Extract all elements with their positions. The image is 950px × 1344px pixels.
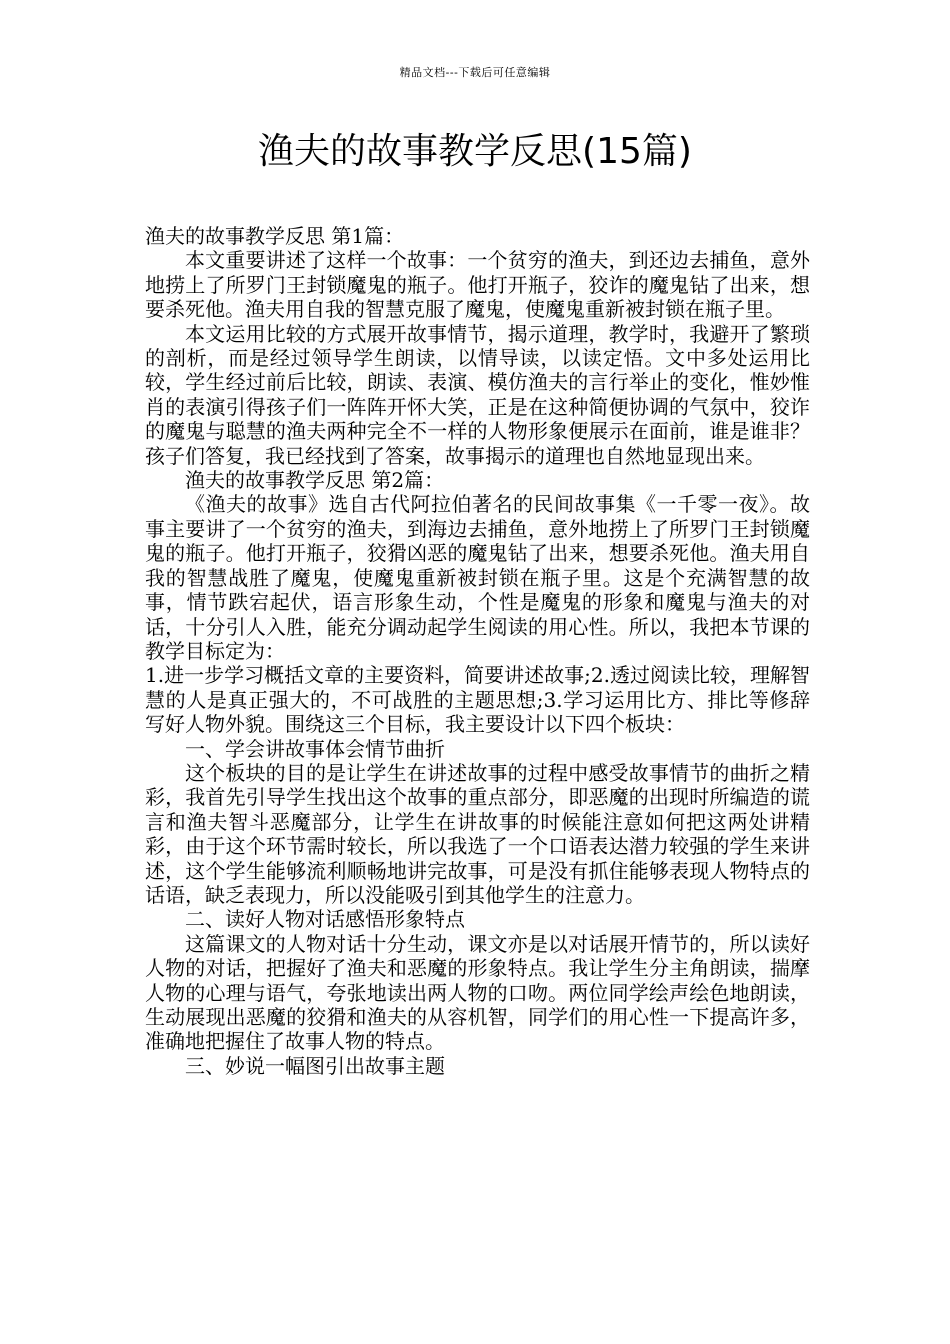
paragraph: 这篇课文的人物对话十分生动，课文亦是以对话展开情节的，所以读好人物的对话，把握好了渔夫和恶魔的形象特点。我让学生分主角朗读，揣摩人物的心理与语气，夸张地读出两人物的口吻。两位同学绘声绘色地朗读，生动展现出恶魔的狡猾和渔夫的从容机智，同学们的用心性一下提高许多，准确地把握住了故事人物的特点。 [145,931,810,1054]
paragraph: 1.进一步学习概括文章的主要资料，简要讲述故事;2.透过阅读比较，理解智慧的人是真正强大的，不可战胜的主题思想;3.学习运用比方、排比等修辞写好人物外貌。围绕这三个目标，我主要设计以下四个板块： [145,663,810,737]
document-body [145,224,810,1078]
page-header: 精品文档---下载后可任意编辑 [399,66,551,79]
document-title: 渔夫的故事教学反思(15篇) [258,131,692,172]
paragraph: 本文重要讲述了这样一个故事：一个贫穷的渔夫，到还边去捕鱼，意外地捞上了所罗门王封锁魔鬼的瓶子。他打开瓶子，狡诈的魔鬼钻了出来，想要杀死他。渔夫用自我的智慧克服了魔鬼，使魔鬼重新被封锁在瓶子里。 [145,248,810,322]
section-heading: 渔夫的故事教学反思 第2篇： [185,468,445,493]
paragraph: 渔夫的故事教学反思 第1篇： [145,224,405,248]
paragraph: 《渔夫的故事》选自古代阿拉伯著名的民间故事集《一千零一夜》。故事主要讲了一个贫穷的渔夫，到海边去捕鱼，意外地捞上了所罗门王封锁魔鬼的瓶子。他打开瓶子，狡猾凶恶的魔鬼钻了出来，想要杀死他。渔夫用自我的智慧战胜了魔鬼，使魔鬼重新被封锁在瓶子里。这是个充满智慧的故事，情节跌宕起伏，语言形象生动，个性是魔鬼的形象和魔鬼与渔夫的对话，十分引人入胜，能充分调动起学生阅读的用心性。所以，我把本节课的教学目标定为： [145,492,810,663]
section-heading: 一、学会讲故事体会情节曲折 [185,736,445,761]
paragraph: 本文运用比较的方式展开故事情节，揭示道理，教学时，我避开了繁琐的剖析，而是经过领导学生朗读，以情导读，以读定悟。文中多处运用比较，学生经过前后比较，朗读、表演、模仿渔夫的言行举止的变化，惟妙惟肖的表演引得孩子们一阵阵开怀大笑，正是在这种简便协调的气氛中，狡诈的魔鬼与聪慧的渔夫两种完全不一样的人物形象便展示在面前，谁是谁非？孩子们答复，我已经找到了答案，故事揭示的道理也自然地显现出来。 [145,321,810,468]
section-heading: 二、读好人物对话感悟形象特点 [185,907,465,932]
section-heading: 三、妙说一幅图引出故事主题 [185,1053,445,1078]
paragraph: 这个板块的目的是让学生在讲述故事的过程中感受故事情节的曲折之精彩，我首先引导学生找出这个故事的重点部分，即恶魔的出现时所编造的谎言和渔夫智斗恶魔部分，让学生在讲故事的时候能注意如何把这两处讲精彩，由于这个环节需时较长，所以我选了一个口语表达潜力较强的学生来讲述，这个学生能够流利顺畅地讲完故事，可是没有抓住能够表现人物特点的话语，缺乏表现力，所以没能吸引到其他学生的注意力。 [145,760,810,907]
